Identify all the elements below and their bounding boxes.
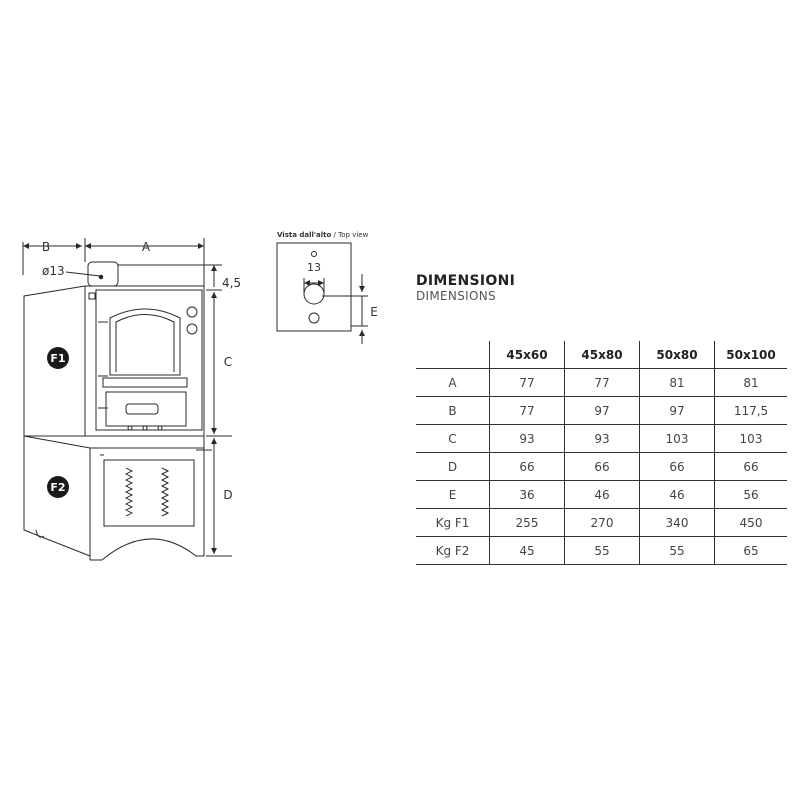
table-cell: 93 [565,425,640,453]
table-cell: 66 [715,453,788,481]
row-label: C [416,425,490,453]
dimension-e-label: E [370,305,378,319]
table-cell: 56 [715,481,788,509]
table-header-cell [416,341,490,369]
table-cell: 93 [490,425,565,453]
dimension-a-label: A [141,240,151,254]
table-cell: 66 [490,453,565,481]
table-cell: 117,5 [715,397,788,425]
table-cell: 66 [565,453,640,481]
dimensions-title-block [416,273,515,304]
row-label: Kg F1 [416,509,490,537]
table-cell: 77 [490,369,565,397]
diameter-label: ø13 [42,264,65,278]
row-label: A [416,369,490,397]
row-label: Kg F2 [416,537,490,565]
top-view-caption [277,231,369,239]
table-row [416,369,787,397]
stand-module-f2 [24,436,212,560]
row-label: B [416,397,490,425]
table-row [416,509,787,537]
title-english: DIMENSIONS [416,289,496,303]
dimensions-table [416,341,787,565]
table-cell: 46 [640,481,715,509]
top-view [277,243,368,344]
table-cell: 77 [565,369,640,397]
dimension-height-offset [118,265,222,287]
table-cell: 340 [640,509,715,537]
table-cell: 97 [640,397,715,425]
table-row [416,537,787,565]
table-header-cell: 45x60 [490,341,565,369]
table-cell: 255 [490,509,565,537]
row-label: D [416,453,490,481]
table-cell: 66 [640,453,715,481]
table-row [416,397,787,425]
table-header-cell: 50x80 [640,341,715,369]
table-cell: 46 [565,481,640,509]
table-header-cell: 50x100 [715,341,788,369]
table-row [416,425,787,453]
row-label: E [416,481,490,509]
table-cell: 81 [640,369,715,397]
flue-outlet [88,262,118,286]
table-cell: 103 [640,425,715,453]
table-cell: 55 [640,537,715,565]
dimension-c-label: C [223,355,233,369]
dimension-b-label: B [41,240,51,254]
top-view-caption-en: Top view [338,231,369,239]
table-row [416,453,787,481]
table-cell: 36 [490,481,565,509]
badge-f1-label: F1 [50,352,66,365]
table-header-cell: 45x80 [565,341,640,369]
badge-f1 [47,347,69,369]
title-italian: DIMENSIONI [416,273,516,289]
table-cell: 97 [565,397,640,425]
table-cell: 450 [715,509,788,537]
top-view-caption-it: Vista dall'alto [277,231,332,239]
table-header-row [416,341,787,369]
table-cell: 77 [490,397,565,425]
table-cell: 45 [490,537,565,565]
top-view-caption-sep: / [331,231,339,239]
top-view-dim-label: 13 [307,261,321,274]
diameter-leader [66,272,100,276]
table-cell: 65 [715,537,788,565]
table-cell: 103 [715,425,788,453]
height-offset-label: 4,5 [222,276,242,290]
dimension-d-label: D [223,488,233,502]
table-row [416,481,787,509]
badge-f2-label: F2 [50,481,66,494]
badge-f2 [47,476,69,498]
table-cell: 81 [715,369,788,397]
table-cell: 270 [565,509,640,537]
table-cell: 55 [565,537,640,565]
